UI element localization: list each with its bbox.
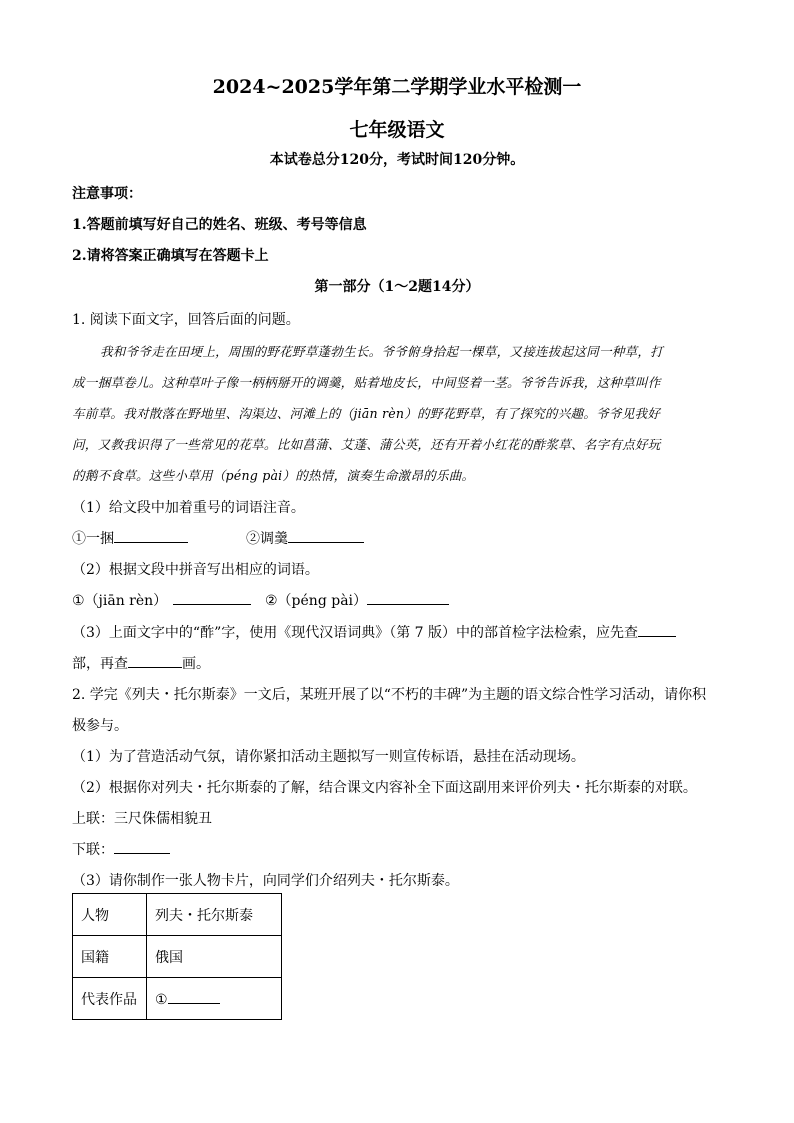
card-label: 国籍 (73, 936, 147, 978)
table-row (73, 894, 282, 936)
q1-sub3-text: 部，再查 (72, 656, 128, 672)
card-works-cell (147, 978, 282, 1020)
couplet-lower (72, 839, 170, 859)
person-card-table (72, 893, 282, 1020)
passage-line: 车前草。我对散落在野地里、沟渠边、河滩上的（jiān rèn）的野花野草，有了探究的兴趣。爷爷见我好 (72, 406, 661, 421)
q1-sub2: （2）根据文段中拼音写出相应的词语。 (72, 562, 319, 578)
notes-heading: 注意事项： (72, 186, 142, 202)
couplet-lower-label: 下联： (72, 842, 114, 858)
answer-blank[interactable] (114, 839, 170, 854)
exam-title: 2024~2025学年第二学期学业水平检测一 (212, 76, 582, 98)
table-row (73, 978, 282, 1020)
q1-sub3-text: 画。 (182, 656, 210, 672)
card-value: 列夫・托尔斯泰 (147, 894, 282, 936)
q1-sub2-a-label: ①（jiān rèn） (72, 593, 168, 609)
q2-sub2: （2）根据你对列夫・托尔斯泰的了解，结合课文内容补全下面这副用来评价列夫・托尔斯泰的对联。 (72, 780, 697, 796)
q1-sub1-a-label: ①一捆 (72, 531, 114, 547)
card-value: ① (155, 992, 168, 1008)
q1-sub3-text: （3）上面文字中的“酢”字，使用《现代汉语词典》（第 7 版）中的部首检字法检索，应先查 (72, 625, 639, 641)
passage-line: 我和爷爷走在田埂上，周围的野花野草蓬勃生长。爷爷俯身拾起一棵草，又接连拔起这同一种草，打 (100, 344, 663, 359)
card-label: 人物 (73, 894, 147, 936)
note-item: 2.请将答案正确填写在答题卡上 (72, 248, 269, 264)
passage-line: 的鹅不食草。这些小草用（péng pài）的热情，演奏生命激昂的乐曲。 (72, 468, 475, 483)
answer-blank[interactable] (638, 622, 676, 637)
q1-stem: 1. 阅读下面文字，回答后面的问题。 (72, 312, 300, 328)
q2-sub3: （3）请你制作一张人物卡片，向同学们介绍列夫・托尔斯泰。 (72, 873, 459, 889)
q1-sub1: （1）给文段中加着重号的词语注音。 (72, 500, 305, 516)
answer-blank[interactable] (114, 528, 188, 543)
q1-sub1-a (72, 528, 188, 548)
exam-info: 本试卷总分120分，考试时间120分钟。 (269, 152, 525, 168)
card-value: 俄国 (147, 936, 282, 978)
card-label: 代表作品 (73, 978, 147, 1020)
note-item: 1.答题前填写好自己的姓名、班级、考号等信息 (72, 217, 367, 233)
q1-sub2-b (265, 590, 449, 610)
q1-sub3-line1 (72, 622, 676, 642)
q1-sub3-line2 (72, 653, 210, 673)
q1-sub1-b-label: ②调羹 (246, 531, 288, 547)
q2-stem-line2: 极参与。 (72, 718, 128, 734)
answer-blank[interactable] (168, 989, 220, 1004)
q1-sub1-b (246, 528, 364, 548)
part1-heading: 第一部分（1～2题14分） (314, 279, 480, 295)
q1-sub2-a (72, 590, 251, 610)
answer-blank[interactable] (128, 653, 182, 668)
table-row (73, 936, 282, 978)
passage-line: 问，又教我识得了一些常见的花草。比如菖蒲、艾蓬、蒲公英，还有开着小红花的酢浆草、名字有点好玩 (72, 437, 661, 452)
subject-title: 七年级语文 (349, 119, 445, 141)
answer-blank[interactable] (173, 590, 251, 605)
q1-sub2-b-label: ②（péng pài） (265, 593, 368, 609)
couplet-upper: 上联：三尺侏儒相貌丑 (72, 811, 212, 827)
q2-stem-line1: 2. 学完《列夫・托尔斯泰》一文后，某班开展了以“不朽的丰碑”为主题的语文综合性学习活动，请你积 (72, 687, 707, 703)
answer-blank[interactable] (288, 528, 364, 543)
answer-blank[interactable] (367, 590, 449, 605)
passage-line: 成一捆草卷儿。这种草叶子像一柄柄掰开的调羹，贴着地皮长，中间竖着一茎。爷爷告诉我，这种草叫作 (72, 375, 661, 390)
q2-sub1: （1）为了营造活动气氛，请你紧扣活动主题拟写一则宣传标语，悬挂在活动现场。 (72, 749, 585, 765)
